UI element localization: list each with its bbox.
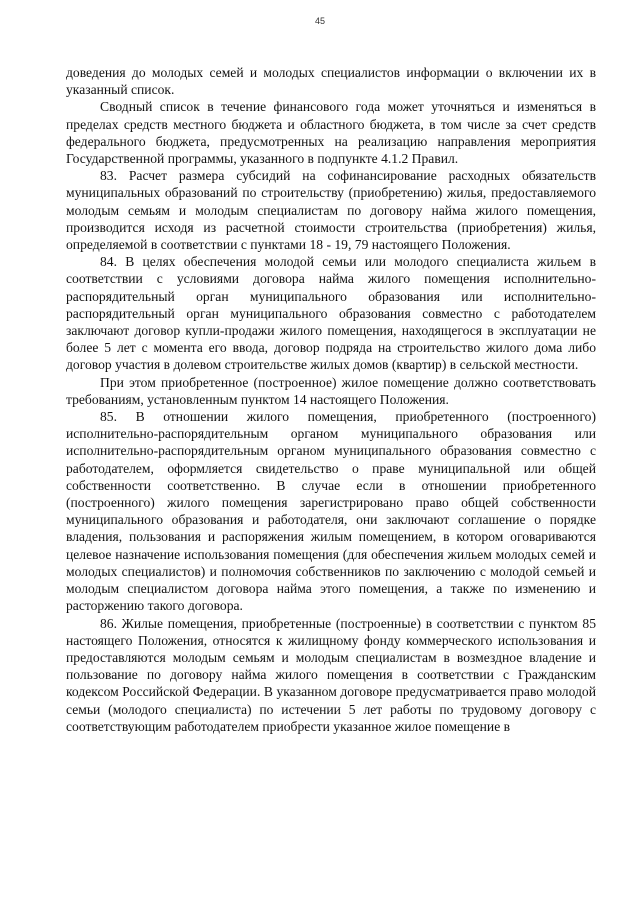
page-number: 45	[314, 16, 325, 26]
paragraph-item-86: 86. Жилые помещения, приобретенные (построенные) в соответствии с пунктом 85 настоящего Положения, относятся к жилищному фонду коммерческого использования и предоставляются молодым семьям и молодым специалистам в возмездное владение и пользование по договору найма жилого помещения в соответствии с Гражданским кодексом Российской Федерации. В указанном договоре предусматривается право молодой семьи (молодого специалиста) по истечении 5 лет работы по трудовому договору с соответствующим работодателем приобрести указанное жилое помещение в	[66, 615, 596, 734]
paragraph-summary-list: Сводный список в течение финансового года может уточняться и изменяться в пределах средств местного бюджета и областного бюджета, в том числе за счет средств федерального бюджета, предусмотренных на реализацию направления мероприятия Государственной программы, указанного в подпункте 4.1.2 Правил.	[66, 99, 596, 167]
paragraph-continuation: доведения до молодых семей и молодых специалистов информации о включении их в указанный список.	[66, 65, 596, 98]
paragraph-item-85: 85. В отношении жилого помещения, приобретенного (построенного) исполнительно-распорядительным органом муниципального образования или исполнительно-распорядительным органом муниципального образования совместно с работодателем, оформляется свидетельство о праве муниципальной или общей собственности соответственно. В случае если в отношении приобретенного (построенного) жилого помещения зарегистрировано право общей собственности муниципального образования и работодателя, они заключают соглашение о порядке владения, пользования и распоряжения жилым помещением, в котором оговариваются целевое назначение использования помещения (для обеспечения жильем молодых семей и молодых специалистов) и полномочия собственников по заключению с молодой семьей и молодым специалистом договора найма этого помещения, а также по изменению и расторжению такого договора.	[66, 409, 596, 614]
paragraph-item-84: 84. В целях обеспечения молодой семьи или молодого специалиста жильем в соответствии с условиями договора найма жилого помещения исполнительно-распорядительный орган муниципального образования или исполнительно-распорядительный орган муниципального образования совместно с работодателем заключают договор купли-продажи жилого помещения, находящегося в эксплуатации не более 5 лет с момента его ввода, договор подряда на строительство жилого дома либо договор участия в долевом строительстве жилых домов (квартир) в сельской местности.	[66, 254, 596, 373]
paragraph-requirements: При этом приобретенное (построенное) жилое помещение должно соответствовать требованиям, установленным пунктом 14 настоящего Положения.	[66, 374, 596, 407]
paragraph-item-83: 83. Расчет размера субсидий на софинансирование расходных обязательств муниципальных образований по строительству (приобретению) жилья, предоставляемого молодым семьям и молодым специалистам по договору найма жилого помещения, производится исходя из расчетной стоимости строительства (приобретения) жилья, определяемой в соответствии с пунктами 18 - 19, 79 настоящего Положения.	[66, 168, 596, 253]
document-body	[66, 64, 596, 735]
